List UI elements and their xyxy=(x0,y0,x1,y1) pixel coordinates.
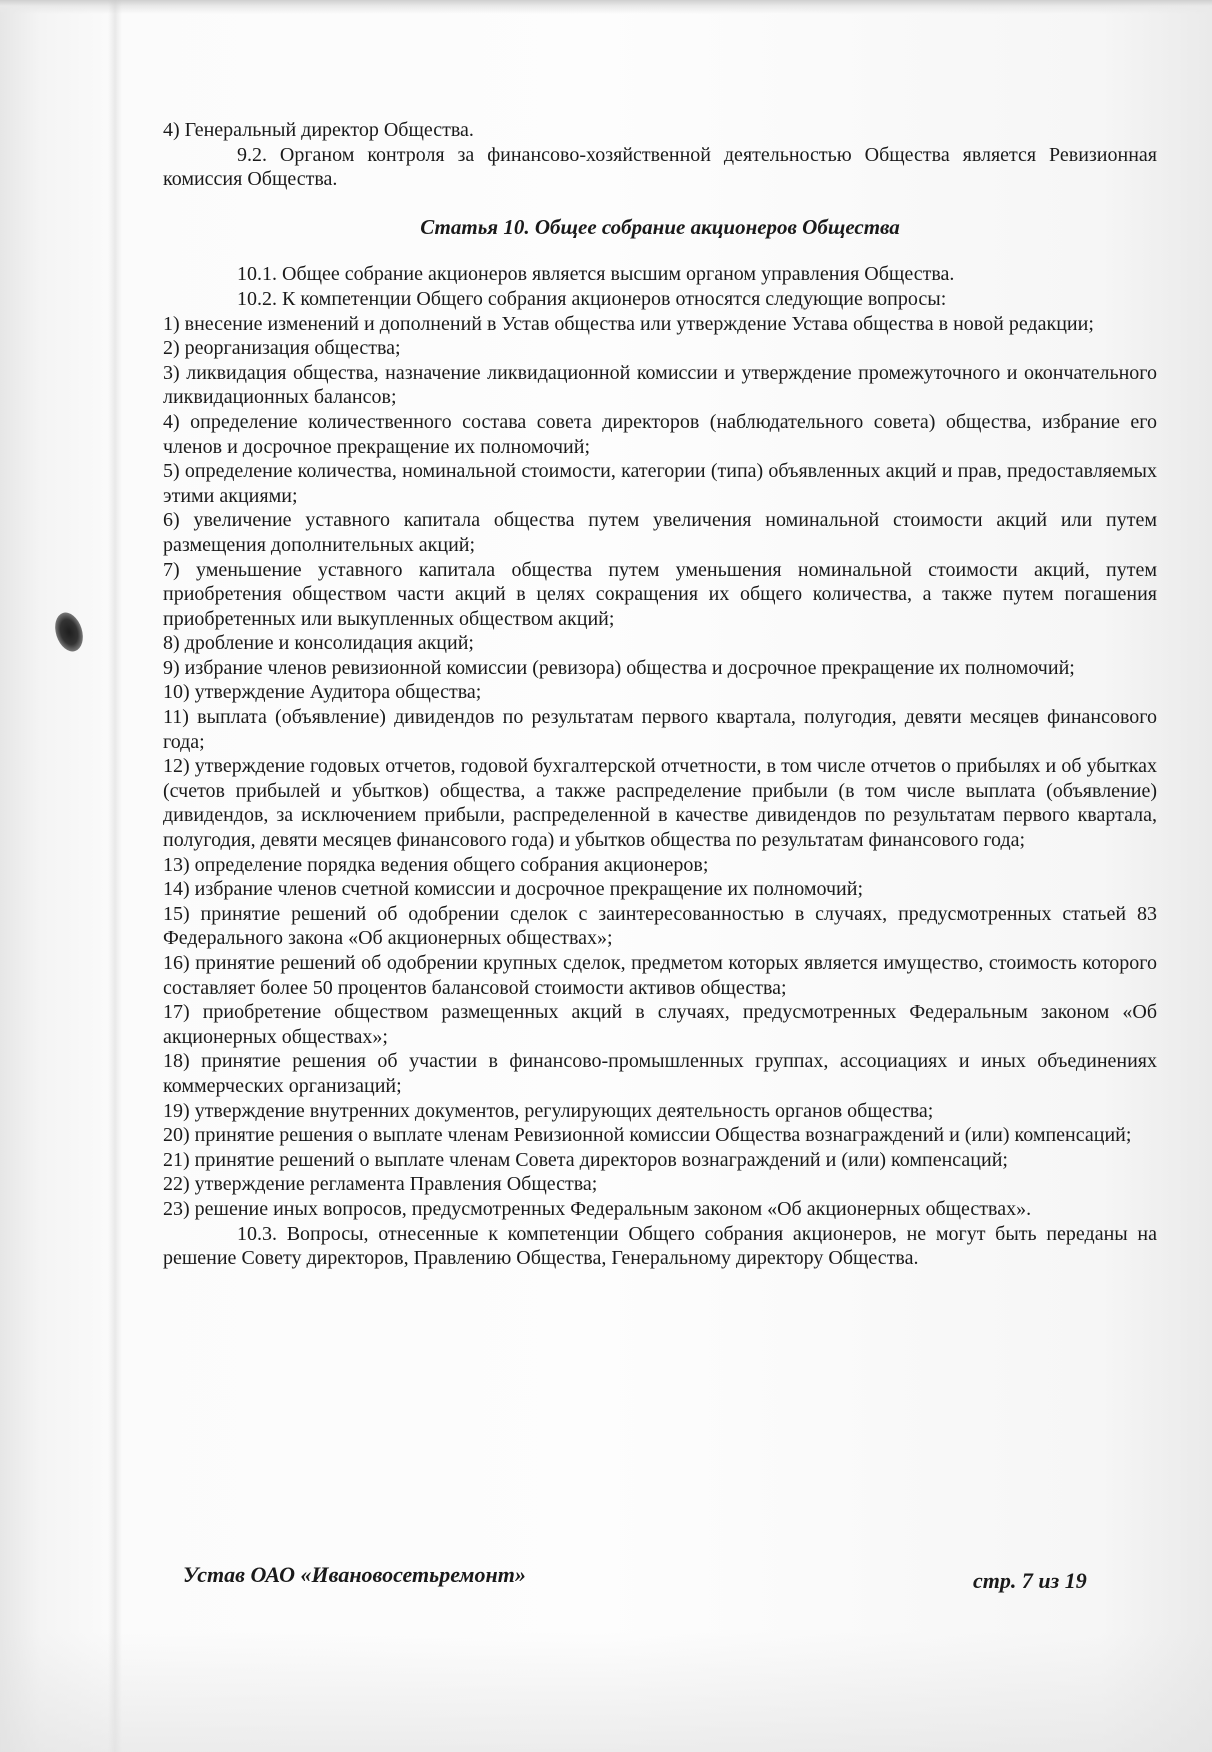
list-item: 21) принятие решений о выплате членам Совета директоров вознаграждений и (или) компенсаций; xyxy=(163,1148,1008,1171)
footer-document-title: Устав ОАО «Ивановосетьремонт» xyxy=(183,1562,526,1587)
list-item: 2) реорганизация общества; xyxy=(163,337,401,360)
list-item: 9) избрание членов ревизионной комиссии (ревизора) общества и досрочное прекращение их полномочий; xyxy=(163,656,1075,679)
footer-page-number: стр. 7 из 19 xyxy=(973,1568,1087,1593)
document-body xyxy=(163,118,1157,1271)
list-item: 22) утверждение регламента Правления Общества; xyxy=(163,1173,598,1196)
list-item: 15) принятие решений об одобрении сделок с заинтересованностью в случаях, предусмотренных статьей 83 Федерального закона «Об акционерных обществах»; xyxy=(163,902,1157,950)
list-item: 3) ликвидация общества, назначение ликвидационной комиссии и утверждение промежуточного и окончательного ликвидационных балансов; xyxy=(163,361,1157,409)
paragraph-10-1: 10.1. Общее собрание акционеров является высшим органом управления Общества. xyxy=(237,263,955,286)
article-10-title: Статья 10. Общее собрание акционеров Общества xyxy=(420,214,900,239)
list-item: 6) увеличение уставного капитала общества путем увеличения номинальной стоимости акций или путем размещения дополнительных акций; xyxy=(163,509,1157,556)
list-item: 12) утверждение годовых отчетов, годовой бухгалтерской отчетности, в том числе отчетов о прибылях и об убытках (счетов прибылей и убытков) общества, а также распределение прибыли (в том числе выплата (объявление) дивидендов, за исключением прибыли, распределенной в качестве дивидендов по результатам первого квартала, полугодия, девяти месяцев финансового года) и убытков общества по результатам финансового года; xyxy=(163,755,1157,852)
list-item: 11) выплата (объявление) дивидендов по результатам первого квартала, полугодия, девяти месяцев финансового года; xyxy=(163,706,1157,753)
paragraph-9-2: 9.2. Органом контроля за финансово-хозяйственной деятельностью Общества является Ревизионная комиссия Общества. xyxy=(163,143,1157,191)
list-item: 20) принятие решения о выплате членам Ревизионной комиссии Общества вознаграждений и (или) компенсаций; xyxy=(163,1124,1132,1147)
list-item: 10) утверждение Аудитора общества; xyxy=(163,681,482,704)
list-item: 23) решение иных вопросов, предусмотренных Федеральным законом «Об акционерных обществах». xyxy=(163,1197,1032,1220)
list-item: 1) внесение изменений и дополнений в Устав общества или утверждение Устава общества в новой редакции; xyxy=(163,312,1094,335)
page-top-edge xyxy=(0,0,1212,14)
page-bottom-shadow xyxy=(0,1632,1212,1752)
list-item: 13) определение порядка ведения общего собрания акционеров; xyxy=(163,853,709,876)
list-item: 14) избрание членов счетной комиссии и досрочное прекращение их полномочий; xyxy=(163,878,864,901)
competence-list xyxy=(163,312,1157,1222)
list-item: 19) утверждение внутренних документов, регулирующих деятельность органов общества; xyxy=(163,1099,934,1122)
list-item: 4) определение количественного состава совета директоров (наблюдательного совета) общества, избрание его членов и досрочное прекращение их полномочий; xyxy=(163,410,1157,458)
list-item: 5) определение количества, номинальной стоимости, категории (типа) объявленных акций и прав, предоставляемых этими акциями; xyxy=(163,460,1157,507)
list-item: 8) дробление и консолидация акций; xyxy=(163,632,474,655)
list-item: 17) приобретение обществом размещенных акций в случаях, предусмотренных Федеральным законом «Об акционерных обществах»; xyxy=(163,1001,1157,1048)
paragraph-10-2: 10.2. К компетенции Общего собрания акционеров относятся следующие вопросы: xyxy=(237,287,947,310)
list-item: 18) принятие решения об участии в финансово-промышленных группах, ассоциациях и иных объединениях коммерческих организаций; xyxy=(163,1050,1157,1097)
paragraph-10-3: 10.3. Вопросы, отнесенные к компетенции Общего собрания акционеров, не могут быть переданы на решение Совету директоров, Правлению Общества, Генеральному директору Общества. xyxy=(163,1222,1157,1270)
list-item: 16) принятие решений об одобрении крупных сделок, предметом которых является имущество, стоимость которого составляет более 50 процентов балансовой стоимости активов общества; xyxy=(163,952,1157,999)
page-fold-shadow xyxy=(108,0,122,1752)
line-general-director: 4) Генеральный директор Общества. xyxy=(163,119,474,141)
punch-hole-mark xyxy=(50,609,87,655)
list-item: 7) уменьшение уставного капитала общества путем уменьшения номинальной стоимости акций, путем приобретения обществом части акций в целях сокращения их общего количества, а также путем погашения приобретенных или выкупленных обществом акций; xyxy=(163,558,1157,630)
